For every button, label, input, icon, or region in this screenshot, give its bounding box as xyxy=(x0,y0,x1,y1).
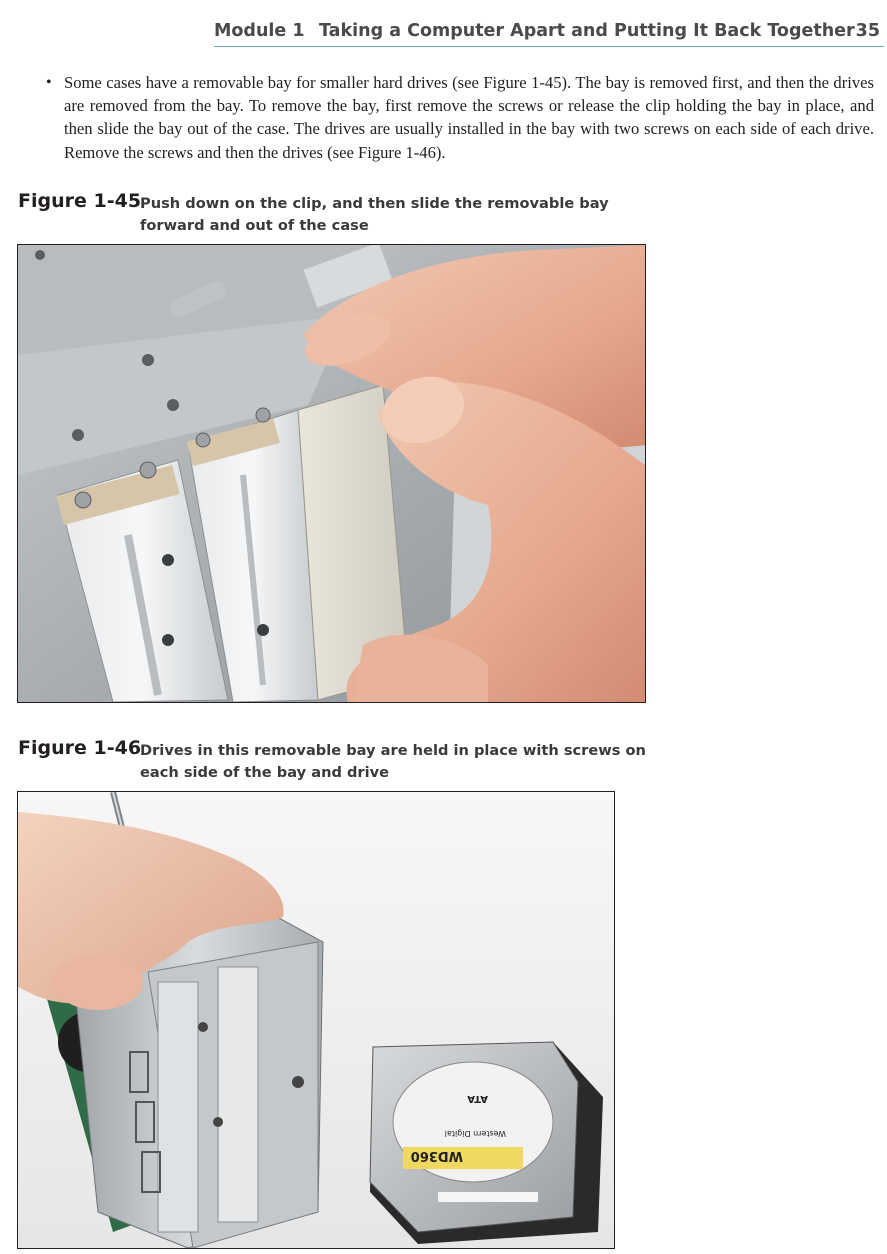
list-item xyxy=(44,71,874,164)
drive-interface-text: ATA xyxy=(467,1093,488,1104)
bullet-text: Some cases have a removable bay for smaller hard drives (see Figure 1-45). The bay is removed first, and then the drives are removed from the bay. To remove the bay, first remove the screws or release the clip holding the bay in place, and then slide the bay out of the case. The drives are usually installed in the bay with two screws on each side of each drive. Remove the screws and then the drives (see Figure 1-46). xyxy=(64,73,874,162)
figure-label: Figure 1-46 xyxy=(18,737,142,759)
figure-label: Figure 1-45 xyxy=(18,190,142,212)
page-number: 35 xyxy=(855,21,880,41)
running-header xyxy=(214,20,884,47)
figure-photo-removable-bay-clip xyxy=(17,244,646,703)
figure-caption xyxy=(18,737,658,783)
chapter-title: Taking a Computer Apart and Putting It Back Together xyxy=(319,21,855,41)
figure-caption xyxy=(18,190,658,236)
drive-brand-text: Western Digital xyxy=(444,1129,506,1138)
module-label: Module 1 xyxy=(214,21,305,41)
drive-model-text: WD360 xyxy=(410,1148,463,1163)
bullet-list xyxy=(44,71,874,164)
photo-illustration xyxy=(18,792,614,1248)
figure-photo-drive-bay-screws xyxy=(17,791,615,1249)
figure-caption-text: Push down on the clip, and then slide the removable bay forward and out of the case xyxy=(140,195,609,234)
bullet-icon: • xyxy=(46,74,52,91)
photo-illustration xyxy=(18,245,645,702)
figure-caption-text: Drives in this removable bay are held in place with screws on each side of the bay and drive xyxy=(140,742,646,781)
